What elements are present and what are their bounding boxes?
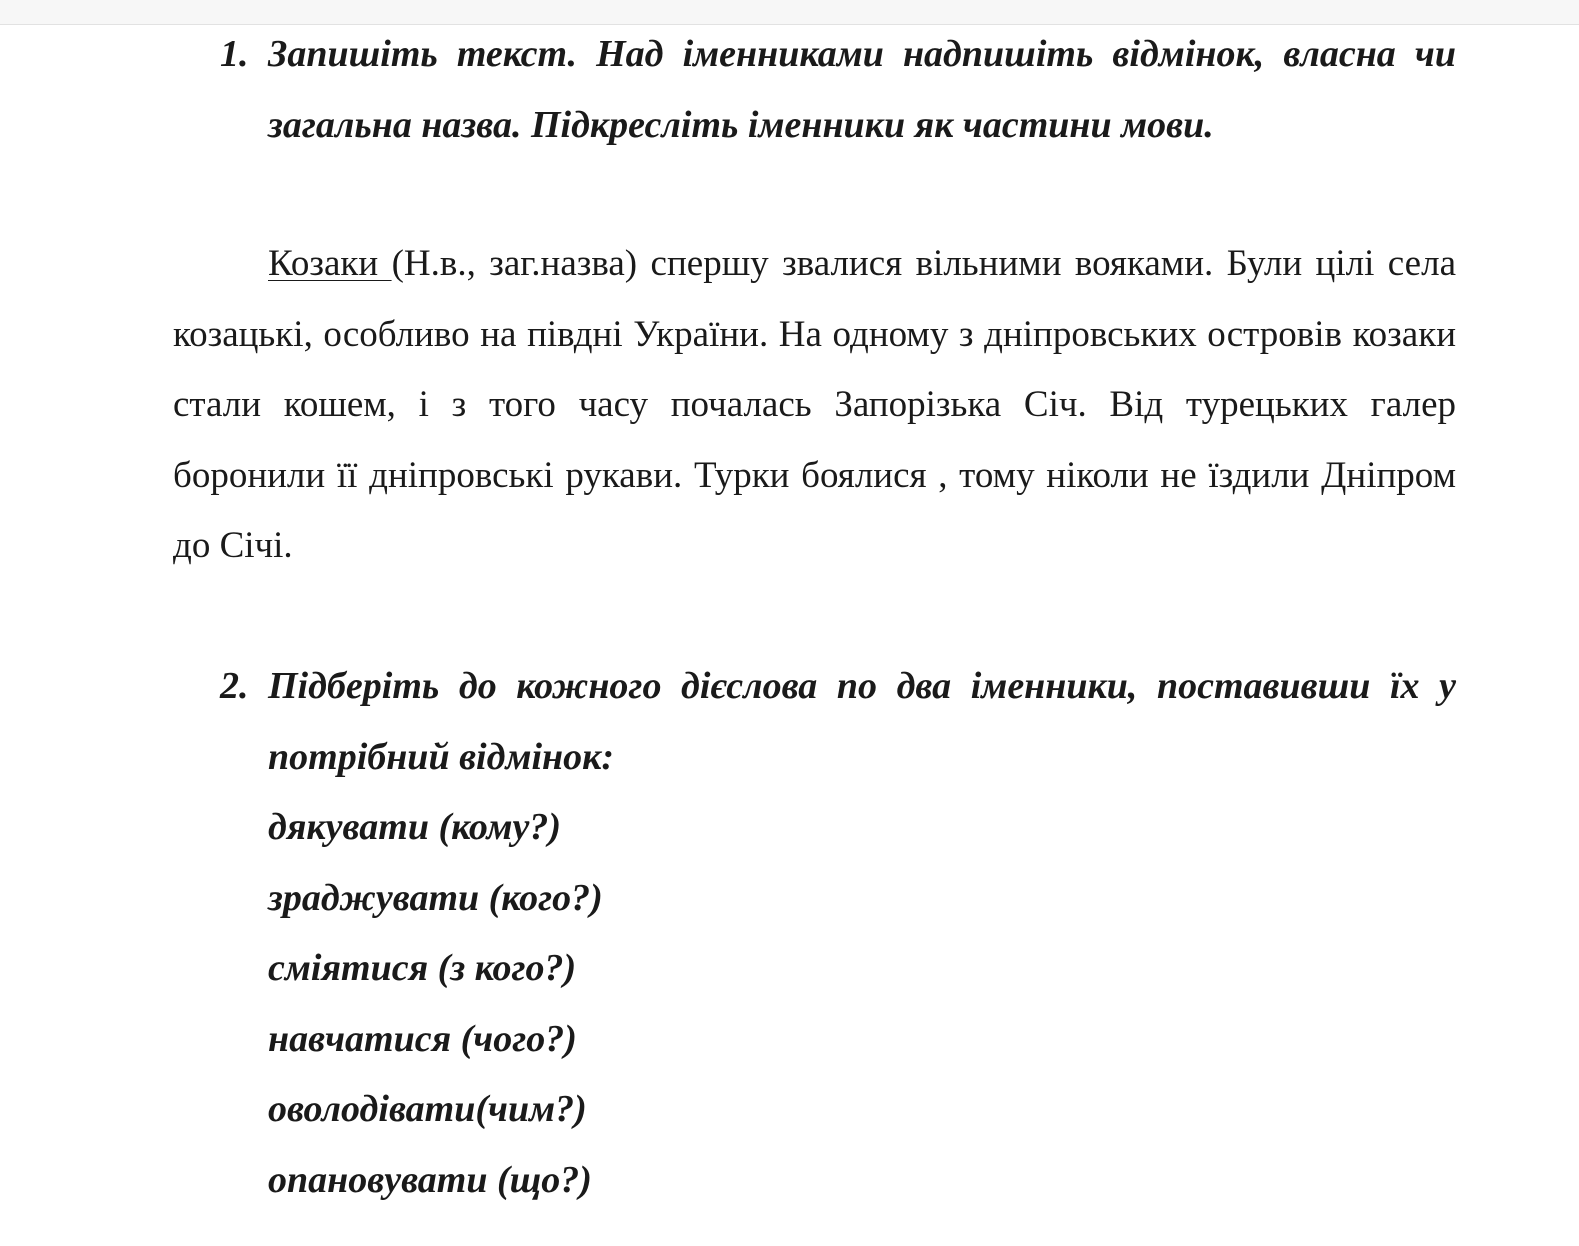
verb-item: навчатися (чого?) <box>268 1017 577 1060</box>
verb-list <box>268 792 603 1215</box>
verb-item: зраджувати (кого?) <box>268 876 603 919</box>
task-1-paragraph <box>173 229 1456 582</box>
verb-item: дякувати (кому?) <box>268 806 562 848</box>
verb-item: оволодівати(чим?) <box>268 1088 587 1130</box>
paragraph-text: (Н.в., заг.назва) спершу звалися вільними вояками. Були цілі села козацькі, особливо на півдні України. На одному з дніпровських островів козаки стали кошем, і з того часу почалась Запорізька Січ. Від турецьких галер боронили її дніпровські рукави. Турки боялися , тому ніколи не їздили Дніпром до Січі. <box>173 243 1456 566</box>
verb-item: опановувати (що?) <box>268 1158 592 1201</box>
task-1-number: 1. <box>220 33 249 75</box>
underlined-noun: Козаки <box>268 243 392 284</box>
task-1-heading: Запишіть текст. Над іменниками надпишіть відмінок, власна чи загальна назва. Підкресліть іменники як частини мови. <box>268 33 1456 146</box>
verb-item: сміятися (з кого?) <box>268 947 577 989</box>
task-2-number: 2. <box>220 665 249 707</box>
task-2-heading: Підберіть до кожного дієслова по два іменники, поставивши їх у потрібний відмінок: <box>268 665 1456 778</box>
